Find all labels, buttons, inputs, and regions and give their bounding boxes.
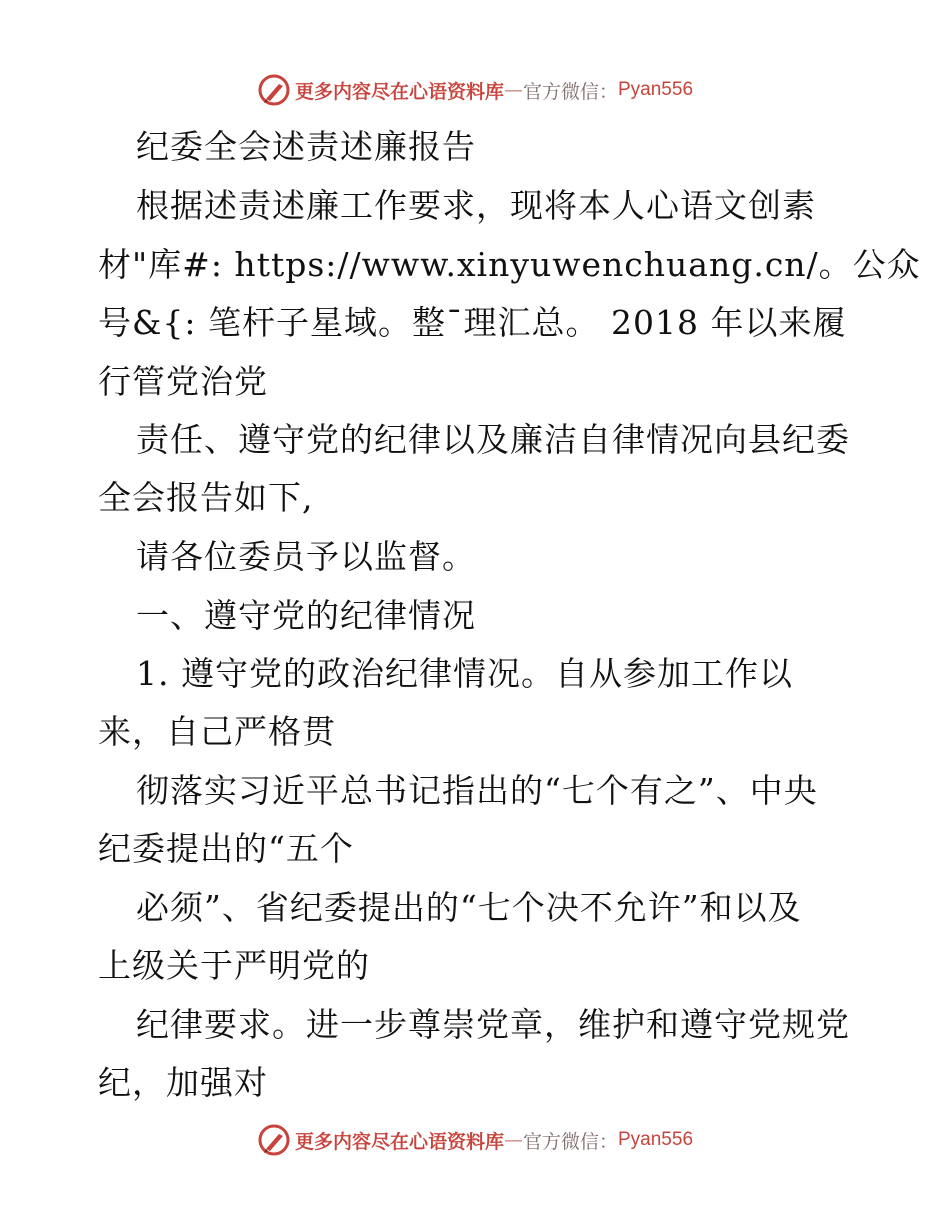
paragraph-line: 彻落实习近平总书记指出的“七个有之”、中央 — [136, 771, 818, 810]
section-heading: 一、遵守党的纪律情况 — [136, 596, 476, 635]
paragraph-line: 上级关于严明党的 — [98, 946, 370, 985]
paragraph-line: 材"库#: https://www.xinyuwenchuang.cn/。公众 — [98, 245, 921, 284]
paragraph-line: 必须”、省纪委提出的“七个决不允许”和以及 — [136, 888, 802, 927]
banner-wechat-id: Pyan556 — [618, 1129, 694, 1150]
document-title: 纪委全会述责述廉报告 — [136, 127, 476, 166]
header-watermark-banner — [0, 70, 950, 110]
paragraph-line: 行管党治党 — [98, 362, 268, 401]
banner-brand-text: 更多内容尽在心语资料库 — [294, 80, 504, 103]
banner-separator: — — [503, 79, 523, 101]
pen-logo-icon — [257, 73, 291, 107]
paragraph-line: 纪律要求。进一步尊崇党章，维护和遵守党规党 — [136, 1005, 850, 1044]
banner-wechat-label: 官方微信： — [522, 80, 618, 103]
banner-separator: — — [503, 1129, 523, 1151]
paragraph-line: 来，自己严格贯 — [98, 712, 336, 751]
pen-logo-icon — [257, 1123, 291, 1157]
banner-brand-text: 更多内容尽在心语资料库 — [294, 1130, 504, 1153]
paragraph-line: 全会报告如下, — [98, 478, 314, 517]
paragraph-line: 责任、遵守党的纪律以及廉洁自律情况向县纪委 — [136, 420, 850, 459]
paragraph-line: 号&{: 笔杆子星域。整¯理汇总。 2018 年以来履 — [98, 303, 847, 342]
paragraph-line: 1. 遵守党的政治纪律情况。自从参加工作以 — [136, 654, 793, 693]
footer-watermark-banner — [0, 1120, 950, 1160]
paragraph-line: 纪委提出的“五个 — [98, 829, 354, 868]
paragraph-line: 根据述责述廉工作要求，现将本人心语文创素 — [136, 186, 816, 225]
paragraph-line: 纪，加强对 — [98, 1063, 268, 1102]
banner-wechat-id: Pyan556 — [618, 79, 694, 100]
banner-wechat-label: 官方微信： — [522, 1130, 618, 1153]
paragraph-line: 请各位委员予以监督。 — [136, 537, 476, 576]
